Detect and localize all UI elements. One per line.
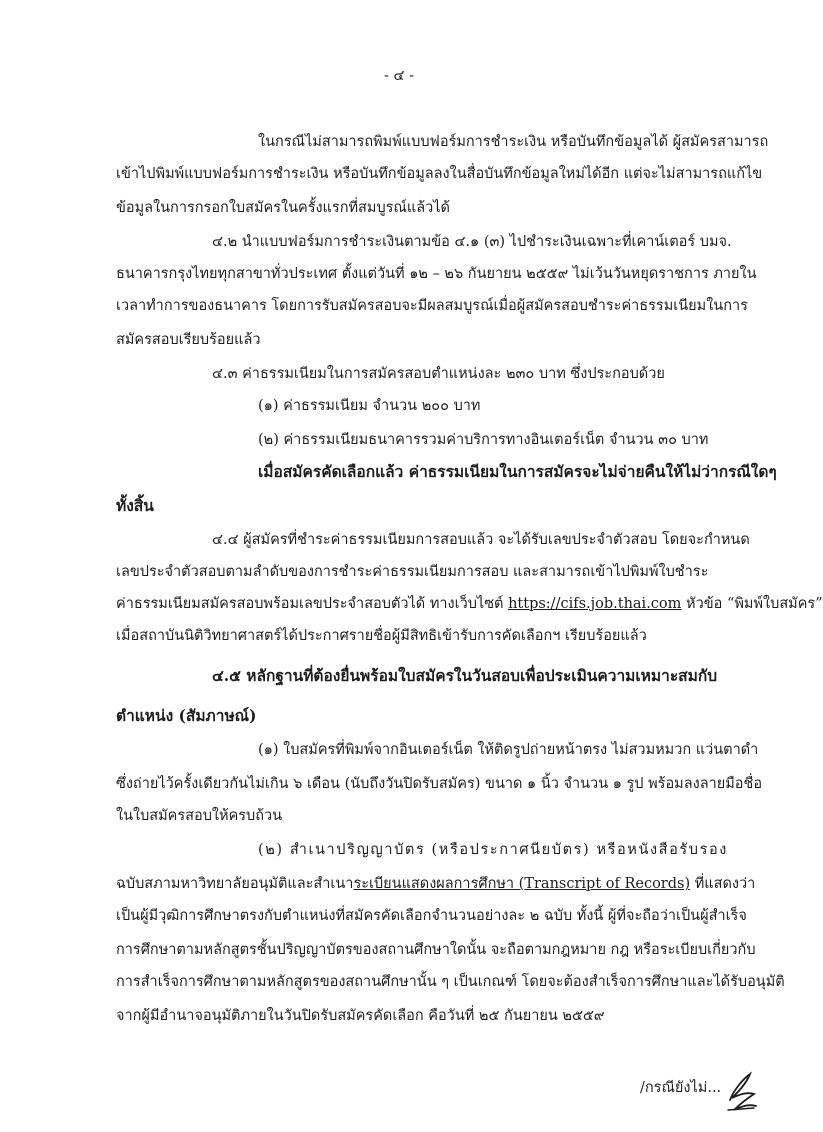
evidence-1-line-3: ในใบสมัครสอบให้ครบถ้วน [116, 808, 283, 824]
section-4-4-line-4: เมื่อสถาบันนิติวิทยาศาสตร์ได้ประกาศรายชื่อผู้มีสิทธิเข้ารับการคัดเลือกฯ เรียบร้อยแล้ว [116, 628, 647, 644]
evidence-2-line-4: การศึกษาตามหลักสูตรชั้นปริญญาบัตรของสถานศึกษาใดนั้น จะถือตามกฎหมาย กฎ หรือระเบียบเกี่ยวกับ [116, 942, 756, 958]
intro-line-3: ข้อมูลในการกรอกใบสมัครในครั้งแรกที่สมบูรณ์แล้วได้ [116, 200, 450, 216]
intro-line-1: ในกรณีไม่สามารถพิมพ์แบบฟอร์มการชำระเงิน หรือบันทึกข้อมูลได้ ผู้สมัครสามารถ [258, 134, 769, 150]
section-4-5-heading-1: ๔.๕ หลักฐานที่ต้องยื่นพร้อมใบสมัครในวันสอบเพื่อประเมินความเหมาะสมกับ [212, 666, 718, 685]
evidence-2-line-1: (๒) สำเนาปริญญาบัตร (หรือประกาศนียบัตร) หรือหนังสือรับรอง [258, 842, 728, 858]
transcript-underlined: ระเบียนแสดงผลการศึกษา (Transcript of Records) [353, 876, 691, 892]
evidence-2-line-6: จากผู้มีอำนาจอนุมัติภายในวันปิดรับสมัครคัดเลือก คือวันที่ ๒๕ กันยายน ๒๕๕๙ [116, 1008, 605, 1024]
page-number: - ๔ - [384, 68, 414, 84]
section-4-4-line-1: ๔.๔ ผู้สมัครที่ชำระค่าธรรมเนียมการสอบแล้ว จะได้รับเลขประจำตัวสอบ โดยจะกำหนด [212, 532, 750, 548]
non-refund-notice-line-1: เมื่อสมัครคัดเลือกแล้ว ค่าธรรมเนียมในการสมัครจะไม่จ่ายคืนให้ไม่ว่ากรณีใดๆ [258, 462, 777, 481]
section-4-3-line-1: ๔.๓ ค่าธรรมเนียมในการสมัครสอบตำแหน่งละ ๒๓๐ บาท ซึ่งประกอบด้วย [212, 366, 665, 382]
line-3-suffix: หัวข้อ “พิมพ์ใบสมัคร” [681, 596, 823, 612]
evidence-1-line-2: ซึ่งถ่ายไว้ครั้งเดียวกันไม่เกิน ๖ เดือน (นับถึงวันปิดรับสมัคร) ขนาด ๑ นิ้ว จำนวน ๑ รูป พร้อมลงลายมือชื่อ [116, 776, 763, 792]
evidence-1-line-1: (๑) ใบสมัครที่พิมพ์จากอินเตอร์เน็ต ให้ติดรูปถ่ายหน้าตรง ไม่สวมหมวก แว่นตาดำ [258, 742, 759, 758]
intro-line-2: เข้าไปพิมพ์แบบฟอร์มการชำระเงิน หรือบันทึกข้อมูลลงในสื่อบันทึกข้อมูลใหม่ได้อีก แต่จะไม่สามารถแก้ไข [116, 166, 763, 182]
line-2-prefix: ฉบับสภามหาวิทยาลัยอนุมัติและสำเนา [116, 876, 354, 892]
non-refund-notice-line-2: ทั้งสิ้น [116, 496, 154, 515]
evidence-2-line-3: เป็นผู้มีวุฒิการศึกษาตรงกับตำแหน่งที่สมัครคัดเลือกจำนวนอย่างละ ๒ ฉบับ ทั้งนี้ ผู้ที่จะถือว่าเป็นผู้สำเร็จ [116, 908, 747, 924]
section-4-5-heading-2: ตำแหน่ง (สัมภาษณ์) [116, 706, 257, 725]
signature-icon [724, 1070, 760, 1116]
section-4-2-line-1: ๔.๒ นำแบบฟอร์มการชำระเงินตามข้อ ๔.๑ (๓) ไปชำระเงินเฉพาะที่เคาน์เตอร์ บมจ. [212, 234, 732, 250]
evidence-2-line-5: การสำเร็จการศึกษาตามหลักสูตรของสถานศึกษานั้น ๆ เป็นเกณฑ์ โดยจะต้องสำเร็จการศึกษาและได้รับอนุมัติ [116, 974, 785, 990]
cifs-website-link[interactable]: https://cifs.job.thai.com [508, 596, 682, 612]
line-3-prefix: ค่าธรรมเนียมสมัครสอบพร้อมเลขประจำสอบตัวได้ ทางเว็บไซต์ [116, 596, 509, 612]
section-4-2-line-2: ธนาคารกรุงไทยทุกสาขาทั่วประเทศ ตั้งแต่วันที่ ๑๒ – ๒๖ กันยายน ๒๕๕๙ ไม่เว้นวันหยุดราชการ ภายใน [116, 266, 757, 282]
fee-item-1: (๑) ค่าธรรมเนียม จำนวน ๒๐๐ บาท [258, 398, 481, 414]
section-4-2-line-4: สมัครสอบเรียบร้อยแล้ว [116, 332, 261, 348]
line-2-suffix: ที่แสดงว่า [690, 876, 756, 892]
continued-text: /กรณียังไม่... [640, 1080, 722, 1096]
fee-item-2: (๒) ค่าธรรมเนียมธนาคารรวมค่าบริการทางอินเตอร์เน็ต จำนวน ๓๐ บาท [258, 432, 709, 448]
section-4-2-line-3: เวลาทำการของธนาคาร โดยการรับสมัครสอบจะมีผลสมบูรณ์เมื่อผู้สมัครสอบชำระค่าธรรมเนียมในการ [116, 298, 748, 314]
section-4-4-line-3 [116, 594, 823, 614]
evidence-2-line-2 [116, 874, 755, 894]
section-4-4-line-2: เลขประจำตัวสอบตามลำดับของการชำระค่าธรรมเนียมการสอบ และสามารถเข้าไปพิมพ์ใบชำระ [116, 564, 709, 580]
